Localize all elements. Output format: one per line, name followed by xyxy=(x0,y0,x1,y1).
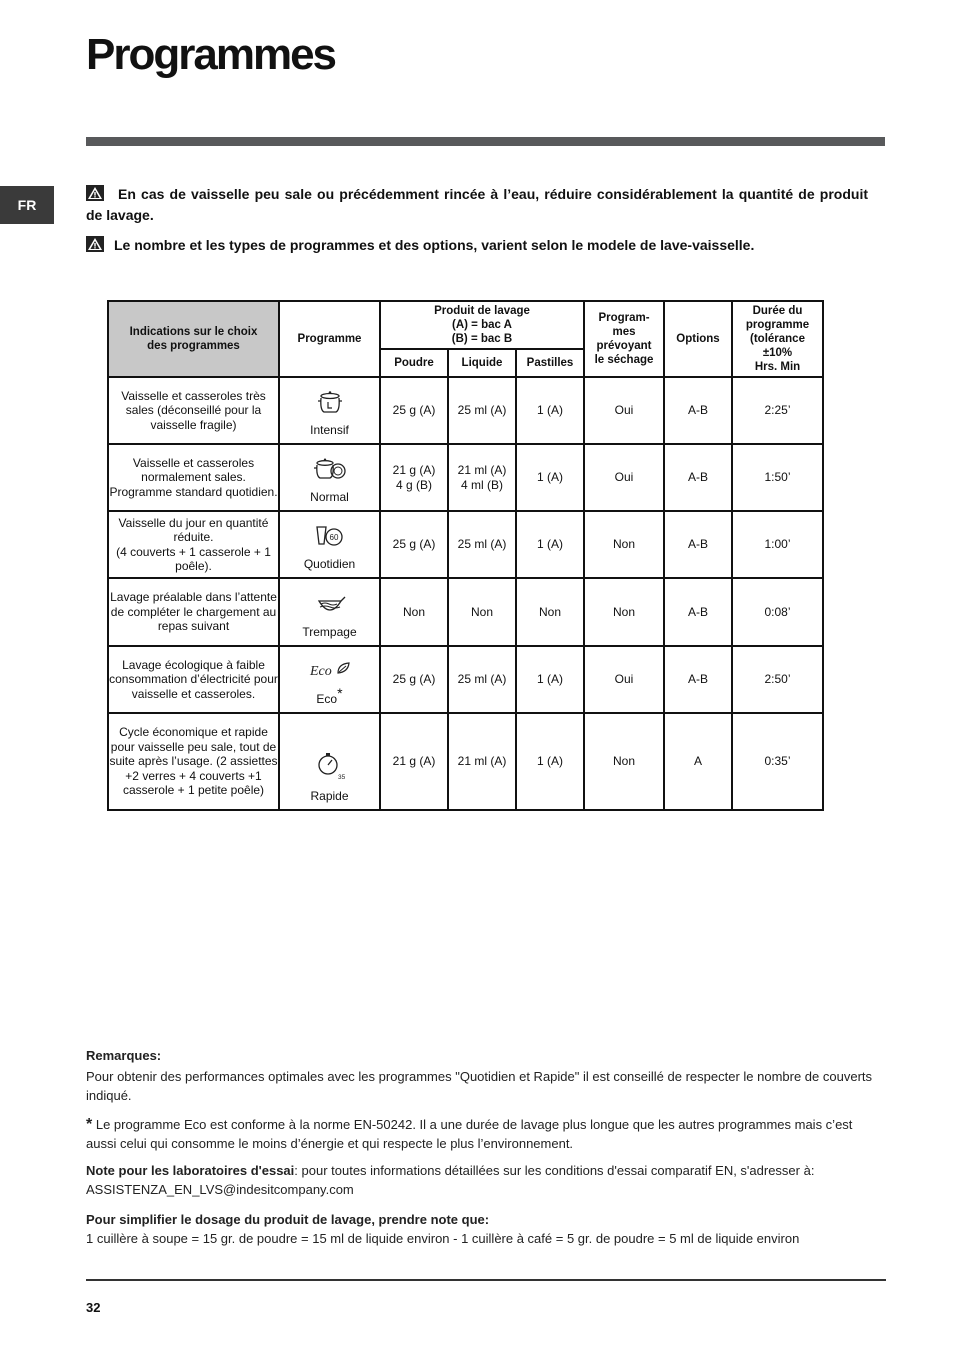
poudre-line: 21 g (A) xyxy=(392,463,436,477)
sechage-cell: Oui xyxy=(584,377,664,444)
programmes-table xyxy=(107,300,824,811)
liquide-cell: 25 ml (A) xyxy=(448,511,516,578)
table-row xyxy=(108,646,823,713)
header-sechage-line: prévoyant xyxy=(596,340,652,352)
remarks-paragraph-1: Pour obtenir des performances optimales avec les programmes "Quotidien et Rapide" il est conseillé de respecter le nombre de couverts indiqué. xyxy=(86,1069,873,1103)
row-description: Lavage préalable dans l’attente de compléter le chargement au repas suivant xyxy=(108,578,279,646)
rapide-icon-text: 35 xyxy=(337,774,345,780)
remarks-paragraph-2-text: Le programme Eco est conforme à la norme EN-50242. Il a une durée de lavage plus longue que les autres programmes mais c’est aussi celui qui consomme le moins d’énergie et qui respecte le plus l’environnement. xyxy=(86,1117,853,1151)
water-bowl-icon xyxy=(314,591,346,617)
row-description xyxy=(108,511,279,578)
duree-cell: 1:50’ xyxy=(732,444,823,511)
duree-cell: 1:00’ xyxy=(732,511,823,578)
poudre-cell xyxy=(380,444,448,511)
remarks-paragraph-2 xyxy=(86,1115,876,1153)
programme-label: Rapide xyxy=(310,788,349,803)
pastilles-cell: 1 (A) xyxy=(516,646,584,713)
dosage-title: Pour simplifier le dosage du produit de lavage, prendre note que: xyxy=(86,1212,490,1227)
header-programme: Programme xyxy=(279,301,380,377)
warning-2 xyxy=(86,236,868,257)
warning-triangle-icon xyxy=(86,236,104,257)
header-sechage-line: Program- xyxy=(598,312,650,324)
desc-line: Vaisselle du jour en quantité réduite. xyxy=(118,515,269,544)
programme-cell xyxy=(279,713,380,810)
programme-cell xyxy=(279,646,380,713)
row-description: Lavage écologique à faible consommation d’électricité pour vaisselle et casseroles. xyxy=(108,646,279,713)
sechage-cell: Non xyxy=(584,578,664,646)
quotidien-icon-text: 60 xyxy=(329,533,338,542)
header-liquide: Liquide xyxy=(448,349,516,377)
warning-1 xyxy=(86,185,868,225)
eco-footnote-asterisk: * xyxy=(86,1116,93,1133)
eco-icon-text: Eco xyxy=(309,664,332,679)
poudre-line: 4 g (B) xyxy=(395,477,432,492)
row-description: Cycle économique et rapide pour vaisselle peu sale, tout de suite après l’usage. (2 assiettes +2 verres + 4 couverts +1 casserole + 1 petite poêle) xyxy=(108,713,279,810)
liquide-line: 4 ml (B) xyxy=(461,477,503,492)
programme-label: Normal xyxy=(310,489,349,504)
eco-asterisk: * xyxy=(337,684,343,701)
pastilles-cell: 1 (A) xyxy=(516,511,584,578)
header-duree xyxy=(732,301,823,377)
pot-plate-icon xyxy=(313,457,347,483)
pastilles-cell: 1 (A) xyxy=(516,377,584,444)
programme-label: Trempage xyxy=(302,624,357,639)
pastilles-cell: Non xyxy=(516,578,584,646)
options-cell: A-B xyxy=(664,578,732,646)
header-produit-line: (B) = bac B xyxy=(451,333,513,345)
programme-cell xyxy=(279,377,380,444)
programme-label xyxy=(280,686,379,707)
dosage-text: 1 cuillère à soupe = 15 gr. de poudre = 15 ml de liquide environ - 1 cuillère à café = 5 gr. de poudre = 5 ml de liquide environ xyxy=(86,1231,800,1246)
liquide-line: 21 ml (A) xyxy=(457,463,507,477)
liquide-cell: 25 ml (A) xyxy=(448,646,516,713)
duree-cell: 0:35’ xyxy=(732,713,823,810)
language-tab: FR xyxy=(0,186,54,224)
poudre-cell: 21 g (A) xyxy=(380,713,448,810)
page-number: 32 xyxy=(86,1300,101,1315)
header-duree-line: (tolérance xyxy=(750,333,805,345)
remarks-title: Remarques: xyxy=(86,1048,162,1063)
programme-label: Intensif xyxy=(310,422,349,437)
header-produit-line: Produit de lavage xyxy=(434,305,530,317)
lab-note-label: Note pour les laboratoires d'essai xyxy=(86,1163,295,1178)
pastilles-cell: 1 (A) xyxy=(516,713,584,810)
header-produit xyxy=(380,301,584,349)
poudre-cell: 25 g (A) xyxy=(380,377,448,444)
page-title: Programmes xyxy=(86,30,336,79)
programme-label-text: Eco xyxy=(316,691,338,706)
header-produit-line: (A) = bac A xyxy=(452,319,512,331)
poudre-cell: 25 g (A) xyxy=(380,646,448,713)
duree-cell: 2:25’ xyxy=(732,377,823,444)
stopwatch-35-icon xyxy=(315,752,345,780)
programme-cell xyxy=(279,511,380,578)
duree-cell: 2:50’ xyxy=(732,646,823,713)
glass-plate-60-icon xyxy=(314,524,346,550)
duree-cell: 0:08’ xyxy=(732,578,823,646)
options-cell: A xyxy=(664,713,732,810)
options-cell: A-B xyxy=(664,444,732,511)
sechage-cell: Non xyxy=(584,713,664,810)
header-sechage-line: mes xyxy=(612,326,636,338)
header-duree-line: Durée du xyxy=(752,305,803,317)
options-cell: A-B xyxy=(664,646,732,713)
eco-leaf-icon xyxy=(308,659,352,681)
header-pastilles: Pastilles xyxy=(516,349,584,377)
pastilles-cell: 1 (A) xyxy=(516,444,584,511)
table-row xyxy=(108,444,823,511)
liquide-cell: 25 ml (A) xyxy=(448,377,516,444)
header-poudre: Poudre xyxy=(380,349,448,377)
liquide-cell: 21 ml (A) xyxy=(448,713,516,810)
header-rule xyxy=(86,137,885,146)
remarks-section xyxy=(86,1046,876,1248)
table-row xyxy=(108,511,823,578)
lab-note-text: : pour toutes informations détaillées sur les conditions d'essai comparatif EN, s'adresser à: ASSISTENZA_EN_LVS@indesitcompany.com xyxy=(86,1163,815,1197)
header-sechage-line: le séchage xyxy=(594,354,654,366)
liquide-cell xyxy=(448,444,516,511)
table-row xyxy=(108,377,823,444)
warning-2-text: Le nombre et les types de programmes et des options, varient selon le modele de lave-vaisselle. xyxy=(114,237,755,253)
pot-lid-icon xyxy=(315,390,345,416)
sechage-cell: Oui xyxy=(584,444,664,511)
liquide-cell: Non xyxy=(448,578,516,646)
header-duree-line: ±10% xyxy=(762,347,793,359)
header-duree-line: Hrs. Min xyxy=(754,361,801,373)
programme-cell xyxy=(279,578,380,646)
sechage-cell: Oui xyxy=(584,646,664,713)
header-sechage xyxy=(584,301,664,377)
programme-label: Quotidien xyxy=(303,556,356,571)
row-description: Vaisselle et casseroles normalement sales. Programme standard quotidien. xyxy=(108,444,279,511)
header-indications: Indications sur le choix des programmes xyxy=(108,301,279,377)
table-row xyxy=(108,713,823,810)
header-options: Options xyxy=(664,301,732,377)
lab-note xyxy=(86,1161,876,1199)
row-description: Vaisselle et casseroles très sales (déconseillé pour la vaisselle fragile) xyxy=(108,377,279,444)
table-row xyxy=(108,578,823,646)
programme-cell xyxy=(279,444,380,511)
options-cell: A-B xyxy=(664,511,732,578)
sechage-cell: Non xyxy=(584,511,664,578)
header-duree-line: programme xyxy=(745,319,810,331)
desc-line: (4 couverts + 1 casserole + 1 poêle). xyxy=(116,544,271,573)
options-cell: A-B xyxy=(664,377,732,444)
poudre-cell: 25 g (A) xyxy=(380,511,448,578)
poudre-cell: Non xyxy=(380,578,448,646)
warning-triangle-icon xyxy=(86,185,104,206)
warning-1-text: En cas de vaisselle peu sale ou précédemment rincée à l’eau, réduire considérablement la quantité de produit de lavage. xyxy=(86,186,868,223)
footer-rule xyxy=(86,1279,886,1281)
